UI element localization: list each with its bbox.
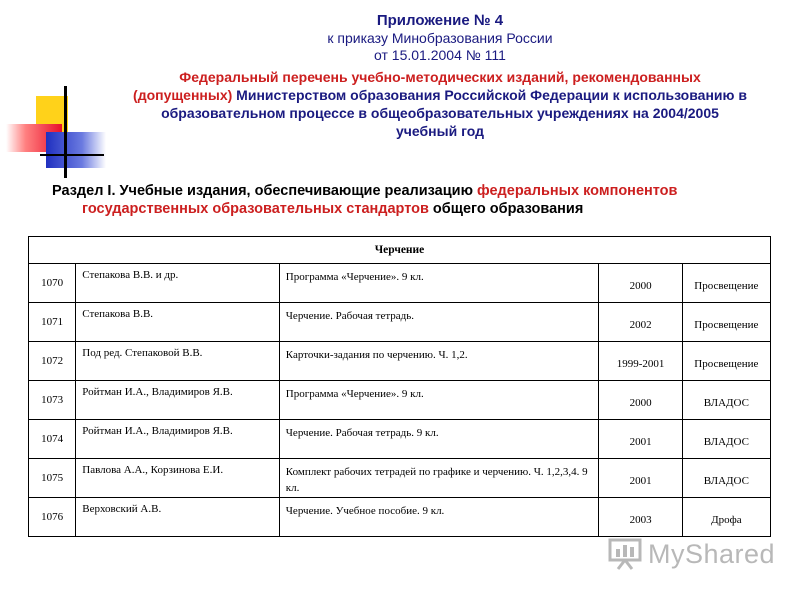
deco-horizontal-line	[40, 154, 104, 156]
presentation-icon	[608, 537, 642, 571]
document-title	[130, 68, 750, 140]
cell-publisher: ВЛАДОС	[682, 381, 770, 420]
cell-title: Программа «Черчение». 9 кл.	[279, 264, 599, 303]
cell-author: Ройтман И.А., Владимиров Я.В.	[76, 420, 280, 459]
table-row	[29, 459, 771, 498]
cell-author: Павлова А.А., Корзинова Е.И.	[76, 459, 280, 498]
table-row	[29, 264, 771, 303]
cell-title: Черчение. Рабочая тетрадь. 9 кл.	[279, 420, 599, 459]
cell-year: 1999-2001	[599, 342, 682, 381]
publications-table	[28, 236, 771, 537]
section-heading	[52, 182, 772, 218]
cell-title: Черчение. Рабочая тетрадь.	[279, 303, 599, 342]
cell-year: 2000	[599, 264, 682, 303]
cell-author: Степакова В.В. и др.	[76, 264, 280, 303]
cell-publisher: Просвещение	[682, 264, 770, 303]
watermark-logo	[608, 536, 775, 572]
decorative-graphic	[0, 80, 110, 180]
table-row	[29, 303, 771, 342]
title-navy-part: Министерством образования Российской Федерации к использованию в образовательном процессе в общеобразовательных учреждениях на 2004/2005 учебный год	[161, 87, 747, 139]
cell-author: Верховский А.В.	[76, 498, 280, 537]
watermark-text: MyShared	[648, 538, 776, 569]
cell-number: 1073	[29, 381, 76, 420]
cell-publisher: Просвещение	[682, 342, 770, 381]
cell-year: 2003	[599, 498, 682, 537]
appendix-label: Приложение № 4	[376, 12, 504, 29]
section-heading-part1: Раздел I. Учебные издания, обеспечивающие реализацию	[52, 183, 477, 199]
cell-title: Комплект рабочих тетрадей по графике и черчению. Ч. 1,2,3,4. 9 кл.	[279, 459, 599, 498]
title-red-part: Федеральный перечень учебно-методических изданий, рекомендованных (допущенных)	[133, 69, 701, 103]
cell-publisher: ВЛАДОС	[682, 459, 770, 498]
cell-year: 2000	[599, 381, 682, 420]
cell-title: Программа «Черчение». 9 кл.	[279, 381, 599, 420]
cell-number: 1072	[29, 342, 76, 381]
cell-year: 2001	[599, 420, 682, 459]
cell-publisher: Просвещение	[682, 303, 770, 342]
cell-title: Карточки-задания по черчению. Ч. 1,2.	[279, 342, 599, 381]
cell-author: Степакова В.В.	[76, 303, 280, 342]
section-heading-part4: общего образования	[428, 201, 584, 217]
section-heading-red2: государственных образовательных стандартов	[82, 201, 429, 217]
table-row	[29, 381, 771, 420]
cell-publisher: Дрофа	[682, 498, 770, 537]
cell-number: 1076	[29, 498, 76, 537]
cell-year: 2002	[599, 303, 682, 342]
table-row	[29, 498, 771, 537]
cell-year: 2001	[599, 459, 682, 498]
order-line: к приказу Минобразования России	[327, 30, 553, 46]
cell-number: 1071	[29, 303, 76, 342]
cell-author: Под ред. Степаковой В.В.	[76, 342, 280, 381]
section-heading-red1: федеральных компонентов	[477, 183, 678, 199]
deco-vertical-line	[64, 86, 67, 178]
cell-number: 1070	[29, 264, 76, 303]
cell-author: Ройтман И.А., Владимиров Я.В.	[76, 381, 280, 420]
table-row	[29, 420, 771, 459]
table-row	[29, 342, 771, 381]
page-header	[130, 12, 750, 140]
cell-publisher: ВЛАДОС	[682, 420, 770, 459]
order-date-line: от 15.01.2004 № 111	[374, 47, 506, 63]
cell-number: 1075	[29, 459, 76, 498]
table-caption: Черчение	[29, 237, 771, 264]
deco-blue-square	[46, 132, 106, 168]
cell-title: Черчение. Учебное пособие. 9 кл.	[279, 498, 599, 537]
cell-number: 1074	[29, 420, 76, 459]
